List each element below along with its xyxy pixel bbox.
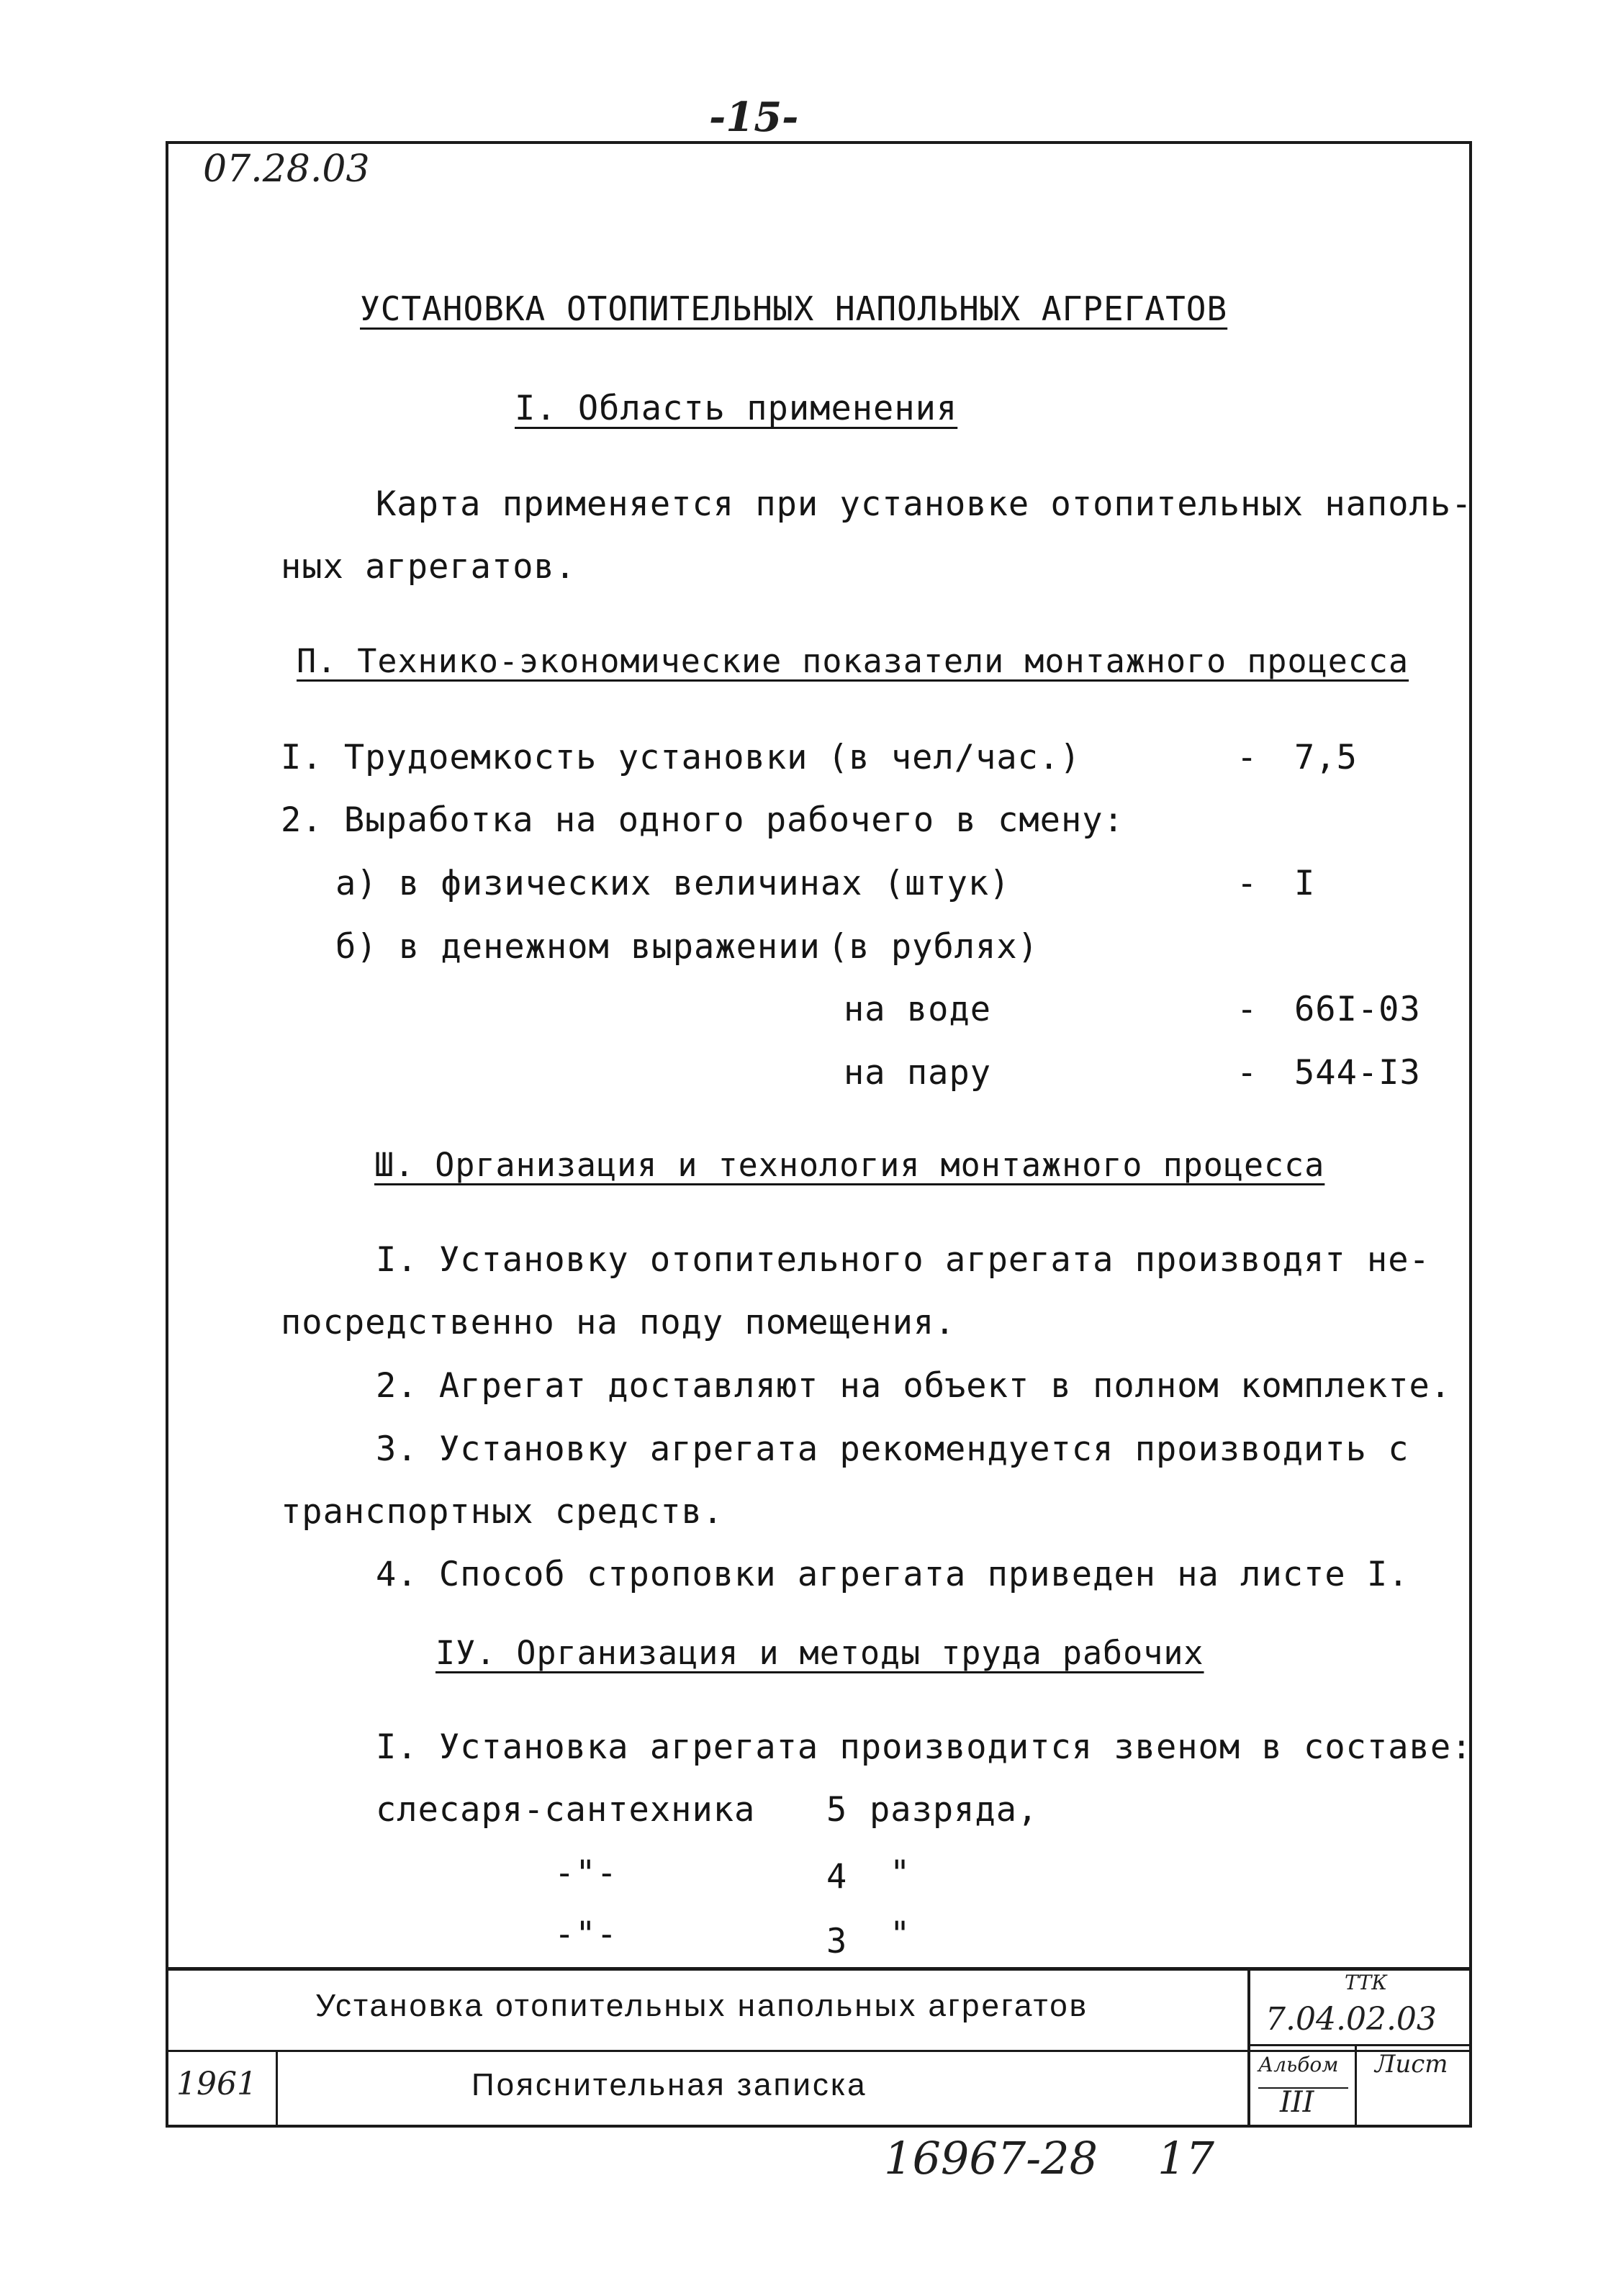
doc-code-handwritten: 07.28.03 [203, 148, 370, 191]
page-frame [166, 141, 1472, 2128]
inventory-number: 16967-28 [884, 2132, 1098, 2184]
section-4-heading: IУ. Организация и методы труда рабочих [435, 1634, 1204, 1672]
stamp-year: 1961 [176, 2066, 257, 2102]
row-water-value: 66I-03 [1294, 990, 1421, 1029]
worker-1-suffix: разряда, [870, 1790, 1039, 1830]
section-4-line-1: I. Установка агрегата производится звеном в составе: [376, 1727, 1473, 1767]
stamp-subtitle: Пояснительная записка [471, 2067, 867, 2102]
row-labor-dash: - [1237, 738, 1258, 777]
stamp-left-divider [276, 2050, 278, 2128]
section-2-heading: П. Технико-экономические показатели монтажного процесса [297, 642, 1409, 680]
row-water-label: на воде [844, 990, 992, 1029]
section-3-line-3: 2. Агрегат доставляют на объект в полном комплекте. [376, 1366, 1452, 1406]
document-title: УСТАНОВКА ОТОПИТЕЛЬНЫХ НАПОЛЬНЫХ АГРЕГАТОВ [360, 289, 1228, 328]
section-1-line-1: Карта применяется при установке отопительных наполь- [376, 484, 1473, 524]
stamp-album-label: Альбом [1258, 2053, 1339, 2076]
page-number: -15- [709, 94, 799, 141]
stamp-album-value: III [1280, 2086, 1314, 2119]
stamp-title: Установка отопительных напольных агрегатов [315, 1988, 1089, 2023]
row-money-unit: (в рублях) [828, 927, 1039, 967]
stamp-album-divider [1355, 2044, 1357, 2128]
section-3-line-4: 3. Установку агрегата рекомендуется производить с [376, 1429, 1409, 1469]
stamp-middle-border [166, 2050, 1472, 2052]
worker-3-grade: 3 [826, 1922, 848, 1961]
worker-2-name: -"- [554, 1853, 618, 1893]
row-water-dash: - [1237, 990, 1258, 1029]
worker-2-suffix: " [890, 1853, 911, 1893]
section-3-line-6: 4. Способ строповки агрегата приведен на листе I. [376, 1555, 1409, 1594]
sheet-number-handwritten: 17 [1157, 2132, 1214, 2184]
row-physical-label: а) в физических величинах (штук) [335, 864, 1011, 903]
section-3-line-1: I. Установку отопительного агрегата производят не- [376, 1240, 1430, 1280]
stamp-right-divider [1247, 1967, 1250, 2128]
section-1-line-2: ных агрегатов. [281, 547, 577, 587]
section-3-heading: Ш. Организация и технология монтажного процесса [374, 1146, 1325, 1184]
row-steam-value: 544-I3 [1294, 1053, 1421, 1093]
worker-1-name: слесаря-сантехника [376, 1790, 756, 1830]
stamp-ttk-code: 7.04.02.03 [1265, 2001, 1437, 2038]
row-labor-value: 7,5 [1294, 738, 1358, 777]
stamp-top-border [166, 1967, 1472, 1971]
row-physical-value: I [1294, 864, 1316, 903]
section-1-heading: I. Область применения [515, 389, 958, 428]
row-steam-label: на пару [844, 1053, 992, 1093]
stamp-code-divider [1247, 2044, 1472, 2046]
stamp-ttk-label: ТТК [1345, 1971, 1388, 1994]
stamp-sheet-label: Лист [1375, 2050, 1448, 2079]
row-physical-dash: - [1237, 864, 1258, 903]
row-labor-unit: (в чел/час.) [828, 738, 1081, 777]
worker-3-name: -"- [554, 1915, 618, 1954]
row-money-label: б) в денежном выражении [335, 927, 821, 967]
worker-2-grade: 4 [826, 1857, 848, 1897]
row-output-label: 2. Выработка на одного рабочего в смену: [281, 800, 1124, 840]
section-3-line-5: транспортных средств. [281, 1492, 724, 1532]
worker-1-grade: 5 [826, 1790, 848, 1830]
section-3-line-2: посредственно на поду помещения. [281, 1303, 956, 1342]
worker-3-suffix: " [890, 1915, 911, 1954]
row-steam-dash: - [1237, 1053, 1258, 1093]
row-labor-label: I. Трудоемкость установки [281, 738, 808, 777]
